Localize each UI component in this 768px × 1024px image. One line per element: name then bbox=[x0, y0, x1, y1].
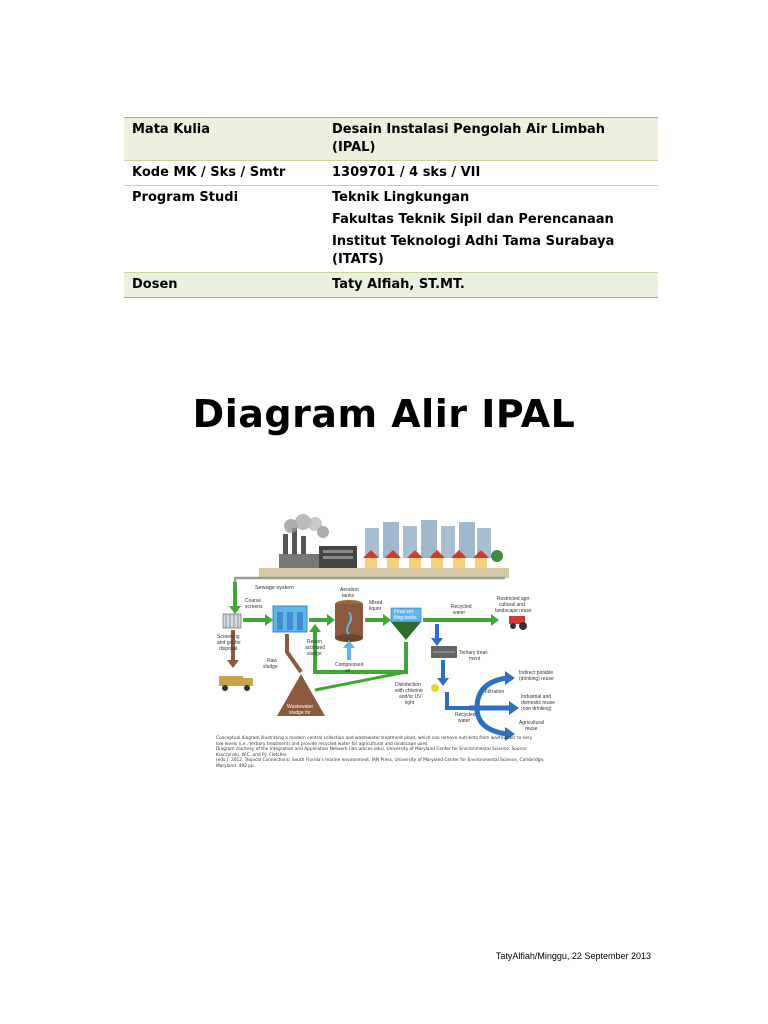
lecturer-label: Dosen bbox=[124, 273, 324, 298]
label-aeration-tanks: Aeration tanks bbox=[340, 587, 359, 599]
caption-line-3: Diagram courtesy of the Integration and Application Network (ian.umces.edu), University of Maryland Center for Environmental Science. Source: Kroczynski, W.C. and P.J. Fletcher bbox=[216, 747, 528, 758]
label-recycled-water-top: Recycled water bbox=[451, 604, 472, 616]
label-industrial-domestic: Industrial and domestic reuse (non drinking) bbox=[521, 694, 555, 712]
label-coarse-screens: Coarse screens bbox=[245, 598, 263, 610]
label-wastewater-sludge: Wastewater sludge for processing bbox=[287, 704, 314, 722]
label-sewage-system: Sewage system bbox=[255, 585, 294, 591]
tractor-icon bbox=[509, 616, 527, 630]
row-lecturer bbox=[124, 273, 658, 298]
row-course-name bbox=[124, 118, 658, 161]
label-disinfection: Disinfection with chlorine and/or UV light bbox=[395, 682, 423, 706]
label-compressed-air: Compressed air bbox=[335, 662, 364, 674]
city-icon bbox=[363, 520, 503, 568]
label-agricultural-reuse: Agricultural reuse bbox=[519, 720, 545, 732]
label-screening: Screening and grit for disposal bbox=[217, 634, 241, 652]
dump-truck-icon bbox=[219, 676, 253, 691]
course-info-table bbox=[124, 117, 658, 298]
page-title: Diagram Alir IPAL bbox=[192, 392, 576, 436]
study-program-line-3: Institut Teknologi Adhi Tama Surabaya (ITATS) bbox=[332, 234, 615, 267]
study-program-value bbox=[324, 186, 658, 273]
flow-arrow-raw-sludge bbox=[287, 634, 301, 672]
caption-line-1: Conceptual diagram illustrating a modern central collection and wastewater treatment plant, which can remove nutrients from wastewater to very bbox=[216, 736, 533, 741]
label-restricted-reuse: Restricted agri-cultural and landscape reuse bbox=[495, 596, 532, 614]
course-name-value: Desain Instalasi Pengolah Air Limbah (IPAL) bbox=[324, 118, 658, 161]
course-name-label: Mata Kulia bbox=[124, 118, 324, 161]
label-return-sludge: Return activated sludge bbox=[305, 639, 326, 657]
caption-line-4: (eds.). 2012. Tropical Connections: South Florida's marine environment. IAN Press, University of Maryland Center for Environmental Science, Cambridge, Maryland. 492 pp. bbox=[216, 758, 545, 769]
label-final-settling: Final set-tling tanks bbox=[394, 609, 417, 621]
ground-strip bbox=[259, 568, 509, 578]
label-indirect-potable: Indirect potable (drinking) reuse bbox=[519, 670, 554, 682]
coarse-screen-icon bbox=[223, 614, 241, 628]
row-study-program bbox=[124, 186, 658, 273]
label-tertiary: Tertiary treat-ment bbox=[459, 650, 489, 662]
flow-arrow-agricultural bbox=[477, 708, 507, 734]
course-code-label: Kode MK / Sks / Smtr bbox=[132, 165, 286, 180]
factory-icon bbox=[279, 514, 357, 568]
study-program-line-1: Teknik Lingkungan bbox=[332, 190, 470, 205]
course-code-value: 1309701 / 4 sks / VII bbox=[332, 165, 481, 180]
wastewater-flow-diagram bbox=[215, 512, 555, 770]
study-program-line-2: Fakultas Teknik Sipil dan Perencanaan bbox=[332, 212, 614, 227]
caption-line-2: low levels (i.e., tertiary treatment) and provide recycled water for agricultural and landscape uses. bbox=[216, 741, 429, 747]
lecturer-value: Taty Alfiah, ST.MT. bbox=[324, 273, 658, 298]
study-program-label: Program Studi bbox=[124, 186, 324, 273]
figure-caption bbox=[216, 736, 552, 770]
label-recycled-water-bottom: Recycled water bbox=[455, 712, 476, 724]
row-course-code bbox=[124, 161, 658, 186]
label-raw-sludge: Raw sludge bbox=[263, 658, 278, 670]
chlorine-icon bbox=[431, 684, 439, 692]
label-filtration: Filtration bbox=[485, 689, 505, 695]
page-footer: TatyAlfiah/Minggu, 22 September 2013 bbox=[495, 951, 651, 961]
label-mixed-liquor: Mixed liquor bbox=[369, 600, 383, 612]
